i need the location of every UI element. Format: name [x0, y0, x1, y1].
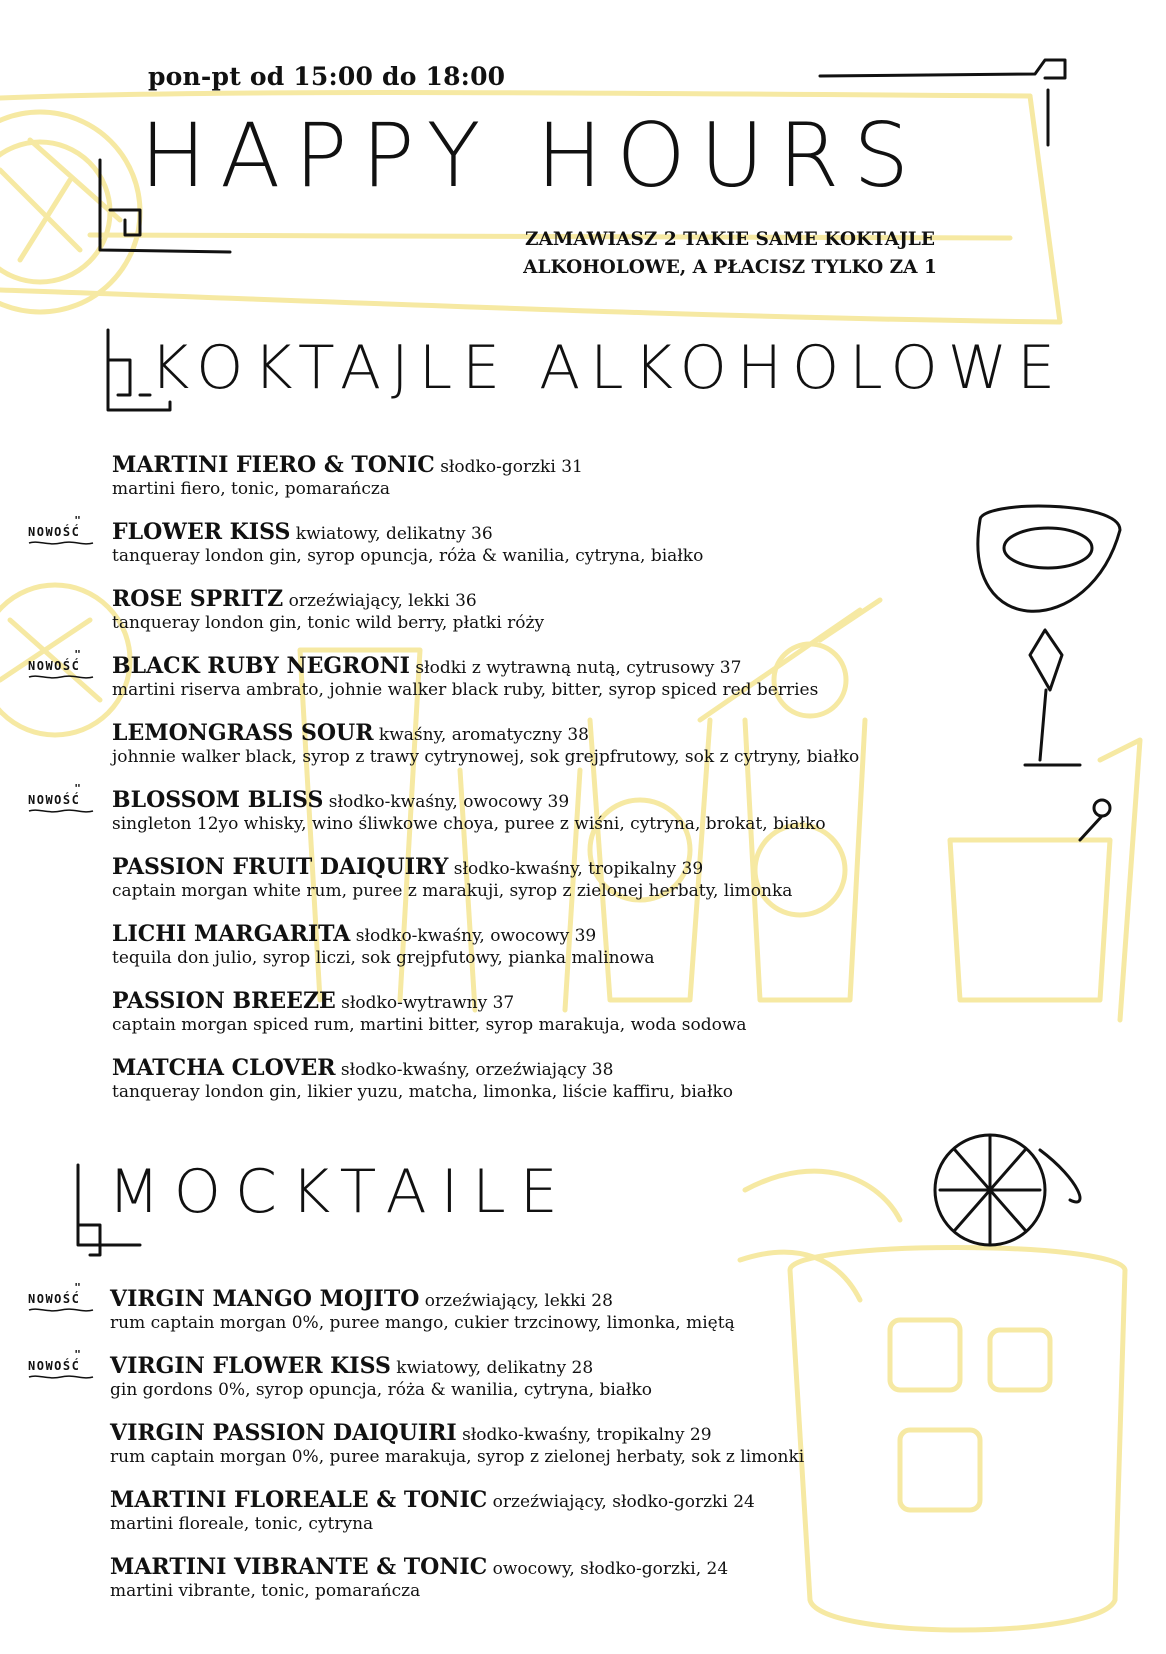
menu-item-price: 39: [574, 926, 597, 946]
menu-item-name: MARTINI FIERO & TONIC: [112, 452, 435, 478]
menu-item-taste: słodko-kwaśny, tropikalny: [448, 859, 682, 879]
page-title: HAPPY HOURS: [140, 104, 924, 207]
menu-item: [112, 787, 1112, 834]
menu-item: [112, 720, 1112, 767]
menu-item-header: [112, 653, 1112, 679]
menu-item: [110, 1487, 1110, 1534]
menu-item: [112, 854, 1112, 901]
menu-item-name: BLACK RUBY NEGRONI: [112, 653, 410, 679]
menu-item-price: 28: [571, 1358, 594, 1378]
new-badge: " NOWOŚĆ: [28, 525, 80, 539]
menu-item-name: LEMONGRASS SOUR: [112, 720, 374, 746]
promo-line-1: ZAMAWIASZ 2 TAKIE SAME KOKTAJLE: [524, 229, 936, 250]
menu-item: [112, 586, 1112, 633]
menu-item-taste: orzeźwiający, lekki: [283, 591, 456, 611]
menu-item: [112, 653, 1112, 700]
menu-item-price: 36: [471, 524, 493, 544]
menu-item-name: MARTINI VIBRANTE & TONIC: [110, 1554, 488, 1580]
badge-underline: [28, 674, 94, 680]
menu-item: [112, 452, 1112, 499]
menu-item-taste: słodki z wytrawną nutą, cytrusowy: [409, 658, 720, 678]
badge-underline: [28, 808, 94, 814]
menu-item-ingredients: johnnie walker black, syrop z trawy cytrynowej, sok grejpfrutowy, sok z cytryny, białko: [112, 747, 860, 767]
menu-item-name: BLOSSOM BLISS: [112, 787, 324, 813]
menu-item-ingredients: tanqueray london gin, syrop opuncja, róża & wanilia, cytryna, białko: [112, 546, 704, 566]
menu-item-ingredients: martini fiero, tonic, pomarańcza: [112, 479, 390, 499]
menu-item-header: [110, 1353, 1110, 1379]
menu-item-name: LICHI MARGARITA: [112, 921, 351, 947]
menu-item-ingredients: tanqueray london gin, likier yuzu, matcha, limonka, liście kaffiru, białko: [112, 1082, 733, 1102]
menu-item-price: 38: [591, 1060, 614, 1080]
badge-underline: [28, 1307, 94, 1313]
menu-item-header: [112, 1055, 1112, 1081]
menu-item-taste: kwiatowy, delikatny: [390, 1358, 572, 1378]
menu-item-taste: słodko-kwaśny, owocowy: [323, 792, 548, 812]
menu-item-taste: słodko-kwaśny, tropikalny: [456, 1425, 690, 1445]
menu-item-price: 28: [591, 1291, 613, 1311]
menu-item-name: VIRGIN MANGO MOJITO: [110, 1286, 420, 1312]
menu-item-name: FLOWER KISS: [112, 519, 291, 545]
new-badge: " NOWOŚĆ: [28, 1292, 80, 1306]
menu-item-name: PASSION FRUIT DAIQUIRY: [112, 854, 449, 880]
menu-item-header: [112, 519, 1112, 545]
menu-item-name: ROSE SPRITZ: [112, 586, 284, 612]
menu-item-price: 24: [733, 1492, 755, 1512]
menu-item: [112, 988, 1112, 1035]
menu-item: [112, 519, 1112, 566]
menu-item: [110, 1353, 1110, 1400]
menu-item-ingredients: tanqueray london gin, tonic wild berry, płatki róży: [112, 613, 545, 633]
menu-item-price: 38: [567, 725, 589, 745]
menu-item-ingredients: martini floreale, tonic, cytryna: [110, 1514, 374, 1534]
menu-item-header: [110, 1286, 1110, 1312]
menu-item-header: [112, 720, 1112, 746]
menu-item-ingredients: gin gordons 0%, syrop opuncja, róża & wanilia, cytryna, białko: [110, 1380, 652, 1400]
menu-item-price: 39: [681, 859, 704, 879]
menu-item-header: [110, 1420, 1110, 1446]
menu-item-price: 29: [689, 1425, 712, 1445]
menu-item-taste: kwaśny, aromatyczny: [373, 725, 568, 745]
menu-item-price: 37: [492, 993, 515, 1013]
menu-item: [110, 1286, 1110, 1333]
menu-item-price: 39: [547, 792, 570, 812]
menu-item-ingredients: rum captain morgan 0%, puree marakuja, syrop z zielonej herbaty, sok z limonki: [110, 1447, 805, 1467]
menu-item-ingredients: captain morgan white rum, puree z marakuji, syrop z zielonej herbaty, limonka: [112, 881, 793, 901]
menu-item: [110, 1554, 1110, 1601]
menu-item-name: PASSION BREEZE: [112, 988, 336, 1014]
menu-item-price: 24: [706, 1559, 729, 1579]
promo-line-2: ALKOHOLOWE, A PŁACISZ TYLKO ZA 1: [523, 257, 937, 278]
new-badge: " NOWOŚĆ: [28, 1359, 80, 1373]
menu-item-taste: słodko-gorzki: [434, 457, 562, 477]
menu-item-taste: słodko-kwaśny, orzeźwiający: [335, 1060, 592, 1080]
section-title-mocktails: MOCKTAILE: [108, 1157, 572, 1227]
promo-text: [470, 226, 990, 282]
menu-item-header: [110, 1554, 1110, 1580]
menu-item-price: 36: [455, 591, 477, 611]
menu-item-price: 31: [561, 457, 583, 477]
menu-item-name: VIRGIN FLOWER KISS: [110, 1353, 391, 1379]
badge-underline: [28, 540, 94, 546]
new-badge: " NOWOŚĆ: [28, 659, 80, 673]
menu-item-ingredients: singleton 12yo whisky, wino śliwkowe choya, puree z wiśni, cytryna, brokat, białko: [112, 814, 826, 834]
new-badge: " NOWOŚĆ: [28, 793, 80, 807]
menu-item-header: [112, 787, 1112, 813]
menu-item-taste: słodko-wytrawny: [335, 993, 493, 1013]
happy-hours-time: pon-pt od 15:00 do 18:00: [148, 62, 506, 91]
menu-item-ingredients: martini vibrante, tonic, pomarańcza: [110, 1581, 421, 1601]
menu-item-name: VIRGIN PASSION DAIQUIRI: [110, 1420, 457, 1446]
badge-underline: [28, 1374, 94, 1380]
menu-item-header: [112, 988, 1112, 1014]
menu-item-taste: słodko-kwaśny, owocowy: [350, 926, 575, 946]
menu-item-taste: orzeźwiający, słodko-gorzki: [487, 1492, 734, 1512]
menu-item-ingredients: captain morgan spiced rum, martini bitter, syrop marakuja, woda sodowa: [112, 1015, 747, 1035]
menu-item-name: MARTINI FLOREALE & TONIC: [110, 1487, 488, 1513]
menu-item-header: [112, 452, 1112, 478]
menu-item: [112, 1055, 1112, 1102]
menu-item-ingredients: martini riserva ambrato, johnie walker black ruby, bitter, syrop spiced red berries: [112, 680, 819, 700]
menu-item-taste: kwiatowy, delikatny: [290, 524, 472, 544]
menu-item-ingredients: rum captain morgan 0%, puree mango, cukier trzcinowy, limonka, miętą: [110, 1313, 735, 1333]
menu-item-header: [112, 854, 1112, 880]
menu-item-name: MATCHA CLOVER: [112, 1055, 336, 1081]
menu-item-taste: owocowy, słodko-gorzki,: [487, 1559, 707, 1579]
menu-item-ingredients: tequila don julio, syrop liczi, sok grejpfutowy, pianka malinowa: [112, 948, 655, 968]
menu-item: [110, 1420, 1110, 1467]
menu-item-header: [112, 586, 1112, 612]
menu-item-price: 37: [719, 658, 742, 678]
menu-item-header: [112, 921, 1112, 947]
menu-item-taste: orzeźwiający, lekki: [419, 1291, 592, 1311]
menu-item-header: [110, 1487, 1110, 1513]
menu-item: [112, 921, 1112, 968]
section-title-alcoholic: KOKTAJLE ALKOHOLOWE: [150, 333, 1065, 403]
